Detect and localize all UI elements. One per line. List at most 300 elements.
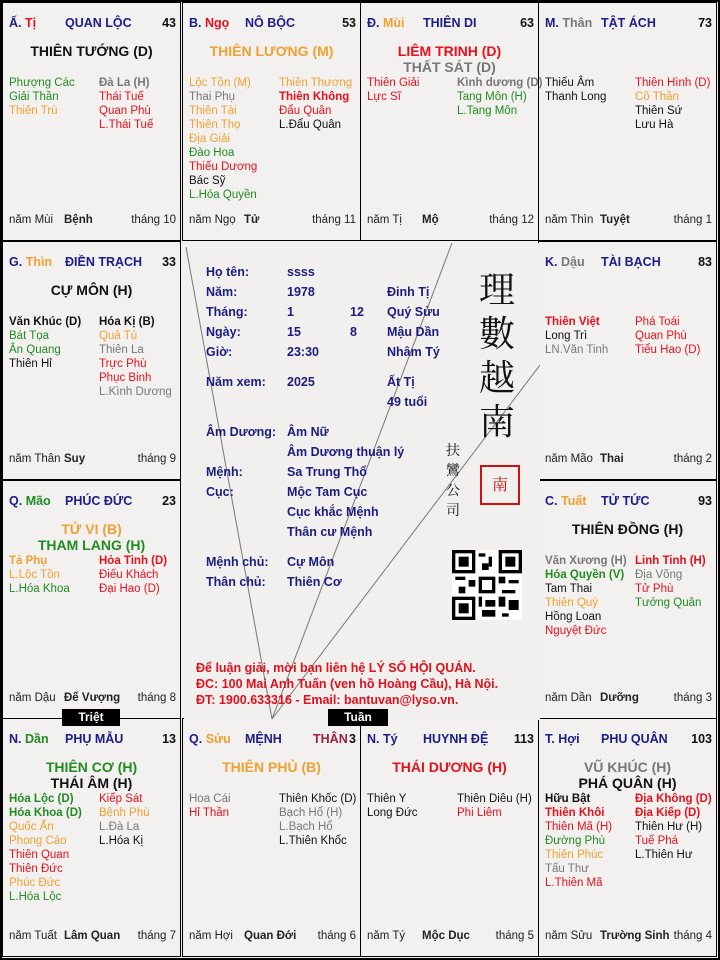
palace-footer [545, 691, 712, 705]
lunar-month: tháng 7 [137, 930, 176, 942]
palace-branch [367, 16, 405, 30]
minor-star: Bát Tọa [9, 330, 50, 342]
minor-star: Quan Phù [635, 330, 687, 342]
branch-name: Dần [24, 732, 49, 746]
life-stage: Mộ [422, 214, 439, 226]
cuc-label: Cục: [206, 485, 234, 499]
minor-star: Kiếp Sát [99, 793, 143, 805]
hour-label: Giờ: [206, 345, 233, 359]
minor-star: Phi Liêm [457, 807, 502, 819]
minor-star: Hoa Cái [189, 793, 231, 805]
minor-star: Lộc Tồn (M) [189, 77, 251, 89]
palace-header [189, 732, 356, 748]
minor-star: Phúc Đức [9, 877, 61, 889]
minor-star: Thiên Phúc [545, 849, 604, 861]
minor-star: L.Thái Tuế [99, 119, 154, 131]
main-star: THAM LANG (H) [37, 537, 146, 553]
palace-cell-7[interactable] [538, 480, 717, 719]
palace-cell-2[interactable] [360, 2, 543, 241]
branch-name: Mão [25, 494, 51, 508]
palace-cell-5[interactable] [538, 241, 717, 480]
year-branch: năm Dậu [9, 692, 56, 704]
palace-footer [9, 929, 176, 943]
month-label: Tháng: [206, 305, 248, 319]
palace-branch [189, 732, 231, 746]
main-stars [361, 43, 538, 75]
minor-stars-right [635, 315, 700, 357]
contact-address: ĐC: 100 Mai Anh Tuấn (ven hồ Hoàng Cầu), Hà Nội. [196, 677, 499, 691]
main-stars [3, 521, 180, 553]
palace-footer [9, 691, 176, 705]
view-year-label: Năm xem: [206, 375, 266, 389]
main-star: THIÊN CƠ (H) [45, 759, 138, 775]
life-stage: Bệnh [64, 214, 93, 226]
minor-star: Linh Tinh (H) [635, 555, 706, 567]
lunar-month: tháng 6 [317, 930, 356, 942]
life-stage: Lâm Quan [64, 930, 121, 942]
minor-stars-right [635, 554, 706, 610]
lunar-month: tháng 5 [495, 930, 534, 942]
branch-prefix: N. [9, 732, 22, 746]
minor-star: Thiên Mã (H) [545, 821, 613, 833]
major-period-age: 63 [520, 16, 534, 30]
minor-stars-left [9, 315, 81, 371]
palace-header [189, 16, 356, 32]
minor-star: Hồng Loan [545, 611, 602, 623]
minor-star: Văn Khúc (D) [9, 316, 82, 328]
year-branch: năm Dần [545, 692, 592, 704]
center-info-panel [184, 243, 540, 720]
amduong-value: Âm Nữ [287, 425, 329, 439]
minor-star: L.Đẩu Quân [279, 119, 342, 131]
day-lunar: 8 [350, 325, 357, 339]
minor-star: L.Thiên Mã [545, 877, 603, 889]
major-period-age: 93 [698, 494, 712, 508]
palace-footer [367, 929, 534, 943]
palace-header [9, 16, 176, 32]
palace-name: PHÚC ĐỨC [65, 494, 133, 508]
palace-branch [545, 255, 585, 269]
minor-star: Lực Sĩ [367, 91, 401, 103]
day-label: Ngày: [206, 325, 241, 339]
minor-star: Địa Võng [635, 569, 683, 581]
lunar-month: tháng 9 [137, 453, 176, 465]
branch-name: Ngọ [204, 16, 230, 30]
palace-header [9, 494, 176, 510]
view-year-value: 2025 [287, 375, 315, 389]
palace-branch [545, 494, 586, 508]
minor-star: Quốc Ấn [9, 821, 54, 833]
life-stage: Quan Đới [244, 930, 297, 942]
branch-prefix: K. [545, 255, 558, 269]
minor-star: L.Đà La [99, 821, 140, 833]
main-star: THÁI DƯƠNG (H) [392, 759, 507, 775]
minor-star: Thiên Khốc (D) [279, 793, 357, 805]
main-stars [3, 282, 180, 298]
palace-cell-3[interactable] [538, 2, 717, 241]
year-branch: năm Tị [367, 214, 402, 226]
main-stars [3, 759, 180, 791]
minor-star: L.Tang Môn [457, 105, 518, 117]
palace-footer [545, 213, 712, 227]
day-can: Mậu Dần [387, 325, 440, 339]
minor-star: Thiên Thương [279, 77, 353, 89]
branch-name: Hợi [558, 732, 580, 746]
minor-stars-right [99, 554, 167, 596]
minor-stars-left [367, 76, 419, 104]
major-period-age: 53 [342, 16, 356, 30]
branch-prefix: N. [367, 732, 380, 746]
year-can: Đinh Tị [387, 285, 430, 299]
minor-star: Ân Quang [9, 344, 61, 356]
life-stage: Tuyệt [600, 214, 630, 226]
minor-star: Thiên Y [367, 793, 407, 805]
minor-star: L.Hóa Kị [99, 835, 144, 847]
branch-name: Thân [562, 16, 593, 30]
minor-stars-right [457, 76, 542, 118]
minor-stars-right [457, 792, 532, 820]
main-stars [539, 521, 716, 537]
minor-star: Lưu Hà [635, 119, 674, 131]
palace-footer [189, 929, 356, 943]
menh-chu-label: Mệnh chủ: [206, 555, 269, 569]
than-chu-value: Thiên Cơ [287, 575, 342, 589]
year-branch: năm Mùi [9, 214, 54, 226]
major-period-age: 13 [162, 732, 176, 746]
minor-star: Bác Sỹ [189, 175, 226, 187]
branch-name: Tuất [560, 494, 587, 508]
minor-star: Thiên La [99, 344, 144, 356]
main-star: THIÊN LƯƠNG (M) [209, 43, 334, 59]
year-branch: năm Tuất [9, 930, 57, 942]
palace-name: TỬ TỨC [601, 494, 650, 508]
palace-cell-1[interactable] [182, 2, 361, 241]
life-stage: Trường Sinh [600, 930, 670, 942]
lunar-month: tháng 3 [673, 692, 712, 704]
lunar-month: tháng 12 [489, 214, 534, 226]
minor-stars-right [99, 315, 172, 399]
branch-name: Thìn [25, 255, 53, 269]
palace-name: TÀI BẠCH [601, 255, 661, 269]
minor-star: Tiểu Hao (D) [635, 344, 701, 356]
main-star: THIÊN PHỦ (B) [222, 759, 321, 775]
palace-header [9, 732, 176, 748]
main-stars [539, 759, 716, 791]
minor-stars-left [9, 792, 82, 904]
palace-header [9, 255, 176, 271]
palace-branch [367, 732, 398, 746]
minor-star: Thiên Quý [545, 597, 599, 609]
minor-star: Điếu Khách [99, 569, 159, 581]
minor-star: Hóa Lộc (D) [9, 793, 74, 805]
minor-star: L.Kình Dương [99, 386, 172, 398]
minor-star: Địa Không (D) [635, 793, 712, 805]
major-period-age: 113 [513, 732, 534, 746]
branch-prefix: C. [545, 494, 558, 508]
minor-star: L.Hóa Lộc [9, 891, 62, 903]
main-star: VŨ KHÚC (H) [583, 759, 672, 775]
minor-star: Tam Thai [545, 583, 593, 595]
minor-star: Tử Phù [635, 583, 674, 595]
minor-star: Thiên Trù [9, 105, 58, 117]
palace-footer [9, 213, 176, 227]
main-star: THÁI ÂM (H) [50, 775, 133, 791]
minor-star: Thiên Giải [367, 77, 420, 89]
minor-stars-left [9, 554, 70, 596]
minor-star: Đường Phù [545, 835, 605, 847]
age: 49 tuổi [387, 395, 428, 409]
palace-name: PHỤ MẪU [65, 732, 124, 746]
minor-star: Tấu Thư [545, 863, 589, 875]
palace-header [545, 16, 712, 32]
minor-star: Địa Giải [189, 133, 230, 145]
branch-prefix: B. [189, 16, 202, 30]
minor-star: Đại Hao (D) [99, 583, 160, 595]
branch-prefix: Đ. [367, 16, 380, 30]
palace-cell-11[interactable] [538, 718, 717, 957]
minor-stars-left [189, 792, 231, 820]
minor-star: Thiên Quan [9, 849, 70, 861]
month-can: Quý Sửu [387, 305, 440, 319]
palace-header [545, 732, 712, 748]
minor-star: Thiên Tài [189, 105, 237, 117]
main-stars [183, 43, 360, 59]
lunar-month: tháng 1 [673, 214, 712, 226]
minor-star: Trực Phù [99, 358, 147, 370]
branch-name: Sửu [205, 732, 231, 746]
minor-star: Thiên Thọ [189, 119, 241, 131]
main-star: PHÁ QUÂN (H) [578, 775, 677, 791]
minor-star: Thiên Việt [545, 316, 600, 328]
palace-name: QUAN LỘC [65, 16, 132, 30]
palace-name: THIÊN DI [423, 16, 477, 30]
contact-phone-email[interactable]: ĐT: 1900.633316 - Email: bantuvan@lyso.vn. [196, 693, 459, 707]
minor-star: Tuế Phá [635, 835, 679, 847]
palace-header [367, 16, 534, 32]
minor-star: Thiên Diêu (H) [457, 793, 532, 805]
branch-name: Tý [382, 732, 398, 746]
minor-star: Thiên Hỉ [9, 358, 52, 370]
major-period-age: 23 [162, 494, 176, 508]
life-stage: Suy [64, 453, 86, 465]
minor-star: Long Trì [545, 330, 588, 342]
main-stars [361, 759, 538, 775]
branch-prefix: Ấ. [9, 16, 22, 30]
minor-star: Tả Phụ [9, 555, 48, 567]
minor-star: Hữu Bật [545, 793, 591, 805]
branch-prefix: M. [545, 16, 559, 30]
tuan-marker: Tuần [328, 709, 388, 726]
name-value: ssss [287, 265, 315, 279]
minor-star: Phá Toái [635, 316, 680, 328]
hour-can: Nhâm Tý [387, 345, 440, 359]
minor-stars-right [99, 76, 153, 132]
lunar-month: tháng 11 [312, 214, 356, 226]
cuc-value: Mộc Tam Cục [287, 485, 368, 499]
life-stage: Tử [244, 214, 260, 226]
amduong-label: Âm Dương: [206, 425, 277, 439]
year-branch: năm Ngọ [189, 214, 236, 226]
palace-branch [9, 494, 51, 508]
main-star: THIÊN TƯỚNG (D) [30, 43, 153, 59]
minor-stars-right [635, 76, 710, 132]
minor-star: Thiên Đức [9, 863, 63, 875]
red-seal: 南 [480, 465, 520, 505]
minor-stars-right [279, 792, 356, 848]
minor-stars-right [99, 792, 150, 848]
palace-branch [9, 255, 52, 269]
major-period-age: 83 [698, 255, 712, 269]
major-period-age: 103 [691, 732, 712, 746]
cuc-note: Cục khắc Mệnh [287, 505, 379, 519]
year-branch: năm Tý [367, 930, 406, 942]
palace-cell-10[interactable] [360, 718, 539, 957]
palace-cell-0[interactable] [2, 2, 181, 241]
palace-branch [545, 16, 592, 30]
qr-code[interactable] [452, 550, 522, 620]
lunar-month: tháng 8 [137, 692, 176, 704]
branch-prefix: T. [545, 732, 555, 746]
minor-star: Hỏa Tinh (D) [99, 555, 168, 567]
branch-prefix: Q. [189, 732, 203, 746]
palace-cell-9[interactable] [182, 718, 361, 957]
triet-marker: Triệt [62, 709, 120, 726]
minor-star: L.Hóa Quyền [189, 189, 257, 201]
minor-star: Thiên Hư (H) [635, 821, 703, 833]
menh-chu-value: Cự Môn [287, 555, 335, 569]
palace-cell-4[interactable] [2, 241, 181, 480]
hour-value: 23:30 [287, 345, 319, 359]
minor-stars-left [545, 315, 608, 357]
year-branch: năm Sửu [545, 930, 593, 942]
palace-name: NÔ BỘC [245, 16, 295, 30]
palace-cell-6[interactable] [2, 480, 181, 719]
lunar-month: tháng 2 [673, 453, 712, 465]
minor-stars-left [9, 76, 75, 118]
palace-name: MỆNH [245, 732, 282, 746]
minor-star: Phục Binh [99, 372, 152, 384]
minor-star: Kình dương (D) [457, 77, 543, 89]
minor-star: Thiên Sứ [635, 105, 683, 117]
minor-star: L.Hóa Khoa [9, 583, 70, 595]
minor-stars-left [545, 554, 627, 638]
than-cu-note: Thân cư Mệnh [287, 525, 373, 539]
minor-star: Thiếu Dương [189, 161, 258, 173]
minor-stars-right [635, 792, 712, 862]
year-branch: năm Mão [545, 453, 593, 465]
minor-star: Thái Tuế [99, 91, 144, 103]
year-branch: năm Hợi [189, 930, 233, 942]
palace-branch [9, 732, 49, 746]
minor-star: Hỉ Thần [189, 807, 230, 819]
palace-footer [545, 452, 712, 466]
minor-star: Tướng Quân [635, 597, 702, 609]
minor-stars-left [189, 76, 257, 202]
minor-star: Phượng Các [9, 77, 75, 89]
year-branch: năm Thìn [545, 214, 594, 226]
palace-footer [9, 452, 176, 466]
palace-cell-8[interactable] [2, 718, 181, 957]
lunar-month: tháng 10 [131, 214, 176, 226]
minor-star: L.Bạch Hổ [279, 821, 333, 833]
palace-branch [9, 16, 36, 30]
minor-star: Giải Thần [9, 91, 59, 103]
year-label: Năm: [206, 285, 238, 299]
minor-stars-left [545, 792, 612, 890]
main-stars [183, 759, 360, 775]
branch-name: Tị [24, 16, 37, 30]
day-value: 15 [287, 325, 301, 339]
main-star: TỬ VI (B) [61, 521, 122, 537]
minor-star: Nguyệt Đức [545, 625, 607, 637]
minor-star: Đà La (H) [99, 77, 150, 89]
view-year-can: Ất Tị [387, 375, 415, 389]
amduong-note: Âm Dương thuận lý [287, 445, 405, 459]
than-chu-label: Thân chủ: [206, 575, 266, 589]
branch-prefix: Q. [9, 494, 23, 508]
lunar-month: tháng 4 [673, 930, 712, 942]
palace-name: TẬT ÁCH [601, 16, 656, 30]
major-period-age: 33 [162, 255, 176, 269]
minor-stars-right [279, 76, 352, 132]
minor-star: Thai Phụ [189, 91, 236, 103]
main-stars [3, 43, 180, 59]
menh-value: Sa Trung Thổ [287, 465, 367, 479]
minor-star: Thiếu Âm [545, 77, 595, 89]
main-star: LIÊM TRINH (D) [397, 43, 502, 59]
major-period-age: 3 [349, 732, 356, 746]
palace-header [545, 255, 712, 271]
minor-star: Văn Xương (H) [545, 555, 627, 567]
palace-header [545, 494, 712, 510]
minor-star: Tang Môn (H) [457, 91, 527, 103]
minor-star: L.Thiên Hư [635, 849, 693, 861]
minor-star: Thiên Khôi [545, 807, 605, 819]
palace-footer [367, 213, 534, 227]
minor-stars-left [367, 792, 418, 820]
minor-star: Hóa Quyền (V) [545, 569, 625, 581]
calligraphy-logo: 理數越南 [478, 270, 515, 443]
name-label: Họ tên: [206, 265, 250, 279]
life-stage: Dưỡng [600, 692, 639, 704]
minor-star: Thanh Long [545, 91, 607, 103]
palace-footer [545, 929, 712, 943]
palace-branch [189, 16, 229, 30]
major-period-age: 43 [162, 16, 176, 30]
minor-star: Quả Tú [99, 330, 138, 342]
year-value: 1978 [287, 285, 315, 299]
minor-stars-left [545, 76, 606, 104]
than-marker: THÂN [313, 732, 348, 746]
palace-footer [189, 213, 356, 227]
minor-star: Quan Phù [99, 105, 151, 117]
minor-star: Hóa Khoa (D) [9, 807, 82, 819]
minor-star: Thiên Hình (D) [635, 77, 711, 89]
year-branch: năm Thân [9, 453, 61, 465]
branch-name: Mùi [382, 16, 405, 30]
month-lunar: 12 [350, 305, 364, 319]
main-star: THẤT SÁT (D) [403, 59, 496, 75]
minor-star: Địa Kiếp (D) [635, 807, 701, 819]
palace-header [367, 732, 534, 748]
calligraphy-side-text: 扶鸞公司 [446, 443, 460, 519]
minor-star: Long Đức [367, 807, 418, 819]
major-period-age: 73 [698, 16, 712, 30]
menh-label: Mệnh: [206, 465, 243, 479]
minor-star: L.Lộc Tồn [9, 569, 60, 581]
month-value: 1 [287, 305, 294, 319]
minor-star: Cô Thần [635, 91, 679, 103]
